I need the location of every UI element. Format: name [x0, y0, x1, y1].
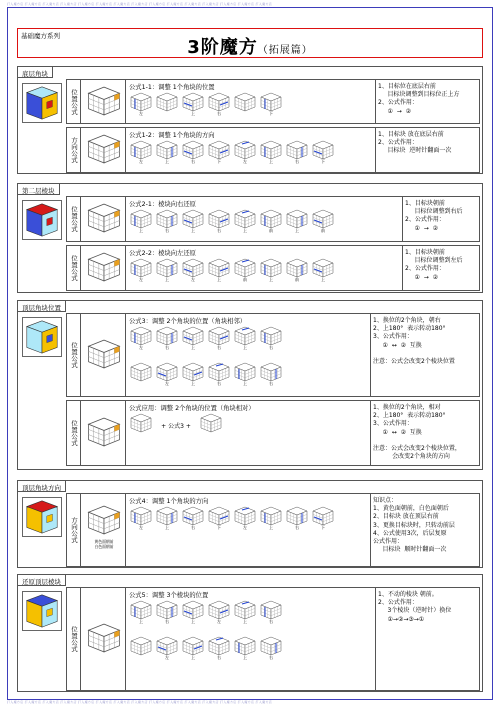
move-label: 左: [139, 345, 143, 350]
formula-type-label: 位置公式: [67, 401, 81, 465]
move-label: 左: [139, 525, 143, 530]
section-title: 还原顶层棱块: [18, 575, 66, 586]
move-label: 前: [243, 277, 247, 282]
move-step: [260, 636, 282, 660]
move-label: 右: [269, 345, 273, 350]
move-step: [130, 506, 152, 530]
move-label: 上: [269, 159, 273, 164]
formula-ref: + 公式3 +: [161, 423, 191, 430]
formula-title: 公式4：调整 1个角块的方向: [129, 498, 209, 505]
formula-row: [66, 127, 480, 173]
formula-title: 公式5：调整 3个棱块的位置: [129, 592, 209, 599]
top-watermark-strip: 打入魔方店 打入魔方店 打入魔方店 打入魔方店 打入魔方店 打入魔方店 打入魔方店 打入魔方店 打入魔方店 打入魔方店 打入魔方店 打入魔方店 打入魔方店 打入魔方店 打入魔方店: [7, 2, 273, 6]
move-step: [286, 140, 308, 164]
move-step: [130, 636, 152, 660]
move-label: 前: [321, 228, 325, 233]
move-step: [208, 92, 230, 116]
move-label: 右: [269, 655, 273, 660]
move-label: 右: [191, 159, 195, 164]
formula-notes: 1、不动的棱块 朝前。 2、公式作用： 3个棱块（逆时针）换位 ①→②→③→①: [378, 591, 452, 623]
move-step: [156, 209, 178, 233]
move-step: [156, 413, 196, 437]
move-label: 上: [295, 228, 299, 233]
move-step: [260, 209, 282, 233]
target-cube-icon: [87, 85, 121, 119]
reference-cube: [22, 497, 62, 537]
move-sequence: [130, 209, 400, 233]
move-step: [182, 258, 204, 282]
move-label: 上: [165, 277, 169, 282]
title-sub: （拓展篇）: [257, 45, 313, 56]
formula-notes: 知识点： 1、黄色面朝前，白色面朝后 2、目标块 放在顶层右前 3、更换目标块时，只转动前层 4、公式使用3次，后层复原 公式作用： 目标块 顺时针翻面一次: [373, 497, 455, 554]
move-label: 左: [217, 619, 221, 624]
move-label: 上: [243, 345, 247, 350]
move-label: 上: [321, 277, 325, 282]
move-label: 下: [217, 525, 221, 530]
move-step: [234, 209, 256, 233]
move-step: [234, 92, 256, 116]
move-step: [234, 362, 256, 386]
formula-title: 公式1-2：调整 1个角块的方向: [129, 132, 215, 139]
move-label: 上: [243, 655, 247, 660]
reference-cube: [22, 83, 62, 123]
move-sequence: [130, 413, 368, 437]
move-sequence: [130, 258, 400, 282]
page-title: [18, 33, 482, 59]
move-label: 右: [191, 525, 195, 530]
section-1: [17, 66, 483, 174]
move-sequence: [130, 140, 373, 164]
move-step: [260, 140, 282, 164]
move-label: 左: [165, 381, 169, 386]
move-label: 左: [243, 525, 247, 530]
move-label: 右: [165, 228, 169, 233]
move-label: 下: [217, 159, 221, 164]
formula-row: [66, 196, 480, 242]
formula-title: 公式应用：调整 2个角块的位置（角块相对）: [129, 405, 255, 412]
move-step: [130, 209, 152, 233]
move-label: 右: [217, 381, 221, 386]
move-label: 下: [321, 525, 325, 530]
move-step: [182, 326, 204, 350]
formula-panel: [125, 197, 403, 241]
move-label: 左: [139, 159, 143, 164]
formula-title: 公式2-2：棱块向左还原: [129, 250, 196, 257]
move-sequence: [130, 600, 373, 624]
formula-panel: [125, 588, 376, 690]
target-cube-icon: [87, 202, 121, 236]
formula-panel: [125, 128, 376, 172]
move-label: 下: [321, 159, 325, 164]
move-label: 上: [269, 277, 273, 282]
move-step: [260, 326, 282, 350]
move-label: 上: [243, 619, 247, 624]
formula-type-label: 位置公式: [67, 246, 81, 290]
move-step: [234, 258, 256, 282]
move-step: [234, 140, 256, 164]
formula-type-label: 方向公式: [67, 128, 81, 172]
cube-caption: 黄色面朝前 白色面朝前: [94, 539, 114, 550]
section-5: [17, 574, 483, 692]
title-main: 3阶魔方: [187, 37, 258, 58]
move-sequence: [130, 362, 368, 386]
move-label: 右: [295, 159, 299, 164]
move-label: 前: [269, 228, 273, 233]
move-step: [182, 600, 204, 624]
move-label: 右: [217, 111, 221, 116]
formula-panel: [125, 246, 403, 290]
move-label: 上: [165, 525, 169, 530]
move-step: [130, 362, 152, 386]
move-step: [234, 600, 256, 624]
move-label: 上: [139, 228, 143, 233]
section-title: 底层角块: [18, 67, 53, 78]
reference-cube: [22, 200, 62, 240]
move-step: [182, 140, 204, 164]
formula-row: [66, 245, 480, 291]
move-label: 上: [165, 159, 169, 164]
move-label: 下: [269, 111, 273, 116]
formula-panel: [125, 494, 371, 566]
formula-row: [66, 79, 480, 124]
move-step: [208, 258, 230, 282]
section-title: 顶层角块位置: [18, 301, 66, 312]
move-step: [156, 506, 178, 530]
move-step: [208, 209, 230, 233]
move-label: 左: [165, 655, 169, 660]
move-label: 右: [269, 381, 273, 386]
formula-notes: 1、换位的2个角块，朝右 2、上180° 表示转动180° 3、公式作用： ① ↔ ② 互换 注意：公式会改变2个棱块位置: [373, 317, 455, 366]
move-step: [208, 326, 230, 350]
formula-notes: 1、目标位在底层右前 目标块调整到目标位正上方 2、公式作用： ① → ②: [378, 83, 460, 115]
move-step: [156, 600, 178, 624]
move-step: [260, 362, 282, 386]
formula-panel: [125, 401, 371, 465]
move-step: [286, 258, 308, 282]
move-label: 右: [165, 619, 169, 624]
move-step: [234, 636, 256, 660]
move-label: 右: [217, 655, 221, 660]
move-label: 左: [139, 111, 143, 116]
formula-row: [66, 400, 480, 466]
formula-panel: [125, 80, 376, 123]
section-title: 第二层棱块: [18, 184, 60, 195]
move-step: [182, 209, 204, 233]
move-step: [130, 413, 152, 437]
move-sequence: [130, 506, 368, 530]
formula-title: 公式1-1：调整 1个角块的位置: [129, 84, 215, 91]
series-label: 基础魔方系列: [21, 32, 60, 40]
move-step: [208, 636, 230, 660]
move-step: [130, 258, 152, 282]
target-cube-icon: [87, 251, 121, 285]
move-step: [208, 362, 230, 386]
move-step: [156, 636, 178, 660]
move-label: 左: [191, 277, 195, 282]
move-step: [234, 506, 256, 530]
target-cube-icon: [87, 416, 121, 450]
move-label: 右: [269, 619, 273, 624]
move-sequence: [130, 92, 373, 116]
move-step: [130, 140, 152, 164]
reference-cube: [22, 591, 62, 631]
target-cube-icon: [87, 133, 121, 167]
move-label: 左: [139, 277, 143, 282]
move-step: [286, 506, 308, 530]
formula-notes: 1、目标块朝前 目标位调整到右后 2、公式作用： ① → ②: [405, 200, 463, 232]
move-step: [312, 258, 334, 282]
move-label: 上: [243, 228, 247, 233]
target-cube-icon: [87, 504, 121, 550]
formula-type-label: 方向公式: [67, 494, 81, 566]
move-label: 左: [243, 159, 247, 164]
formula-panel: [125, 314, 371, 396]
formula-row: [66, 313, 480, 397]
move-sequence: [130, 636, 373, 660]
move-label: 右: [217, 228, 221, 233]
move-label: 上: [191, 381, 195, 386]
formula-row: [66, 587, 480, 691]
section-title: 顶层角块方向: [18, 481, 66, 492]
formula-type-label: 位置公式: [67, 588, 81, 690]
formula-row: [66, 493, 480, 567]
move-label: 右: [165, 345, 169, 350]
move-step: [130, 326, 152, 350]
move-step: [130, 92, 152, 116]
move-label: 上: [243, 381, 247, 386]
move-step: [312, 506, 334, 530]
move-step: [156, 326, 178, 350]
move-step: [200, 413, 222, 437]
formula-notes: 1、目标块朝前 目标位调整到左后 2、公式作用： ① → ②: [405, 249, 463, 281]
move-step: [208, 600, 230, 624]
move-step: [156, 92, 178, 116]
reference-cube: [22, 317, 62, 357]
target-cube-icon: [87, 622, 121, 656]
move-sequence: [130, 326, 368, 350]
move-step: [260, 258, 282, 282]
move-label: 前: [295, 277, 299, 282]
formula-type-label: 位置公式: [67, 314, 81, 396]
move-step: [182, 636, 204, 660]
move-step: [260, 92, 282, 116]
formula-type-label: 位置公式: [67, 80, 81, 123]
section-4: [17, 480, 483, 568]
move-step: [260, 600, 282, 624]
move-step: [156, 140, 178, 164]
formula-title: 公式3：调整 2个角块的位置（角块相邻）: [129, 318, 247, 325]
move-step: [182, 506, 204, 530]
move-step: [312, 140, 334, 164]
formula-title: 公式2-1：棱块向右还原: [129, 201, 196, 208]
move-label: 上: [139, 619, 143, 624]
move-step: [182, 362, 204, 386]
section-3: [17, 300, 483, 470]
move-step: [260, 506, 282, 530]
formula-notes: 1、换位的2个角块，相对 2、上180° 表示转动180° 3、公式作用： ① ↔ ② 互换 注意：公式会改变2个棱块位置， 会改变2个角块的方向: [373, 404, 461, 461]
bottom-watermark-strip: 打入魔方店 打入魔方店 打入魔方店 打入魔方店 打入魔方店 打入魔方店 打入魔方店 打入魔方店 打入魔方店 打入魔方店 打入魔方店 打入魔方店 打入魔方店 打入魔方店 打入魔方店: [7, 700, 273, 704]
move-label: 上: [191, 111, 195, 116]
target-cube-icon: [87, 338, 121, 372]
section-2: [17, 183, 483, 293]
move-label: 右: [217, 345, 221, 350]
move-step: [182, 92, 204, 116]
formula-notes: 1、目标块 放在底层右前 2、公式作用： 目标块 逆时针翻面一次: [378, 131, 452, 155]
move-label: 上: [191, 655, 195, 660]
move-step: [156, 258, 178, 282]
move-step: [208, 140, 230, 164]
move-label: 上: [269, 525, 273, 530]
move-step: [234, 326, 256, 350]
move-step: [208, 506, 230, 530]
move-label: 右: [295, 525, 299, 530]
move-step: [130, 600, 152, 624]
move-step: [286, 209, 308, 233]
page-header: [17, 28, 483, 58]
move-label: 上: [191, 345, 195, 350]
move-label: 上: [191, 228, 195, 233]
move-step: [312, 209, 334, 233]
formula-type-label: 位置公式: [67, 197, 81, 241]
move-step: [156, 362, 178, 386]
move-label: 上: [217, 277, 221, 282]
move-label: 上: [191, 619, 195, 624]
